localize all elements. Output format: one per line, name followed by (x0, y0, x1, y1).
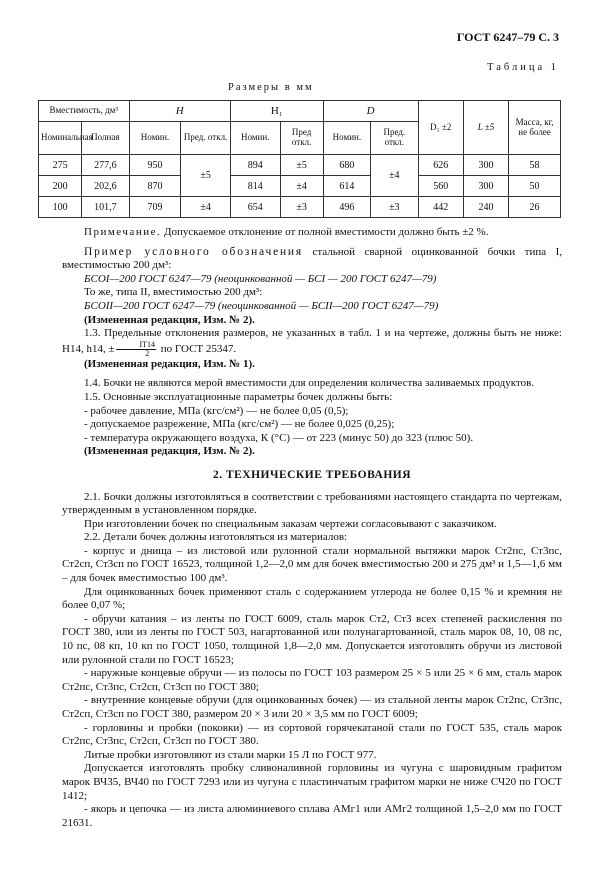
paragraph-2-2: 2.2. Детали бочек должны изготовляться из материалов: (84, 531, 348, 544)
cell-h1: 814 (230, 176, 280, 197)
revision-note: (Измененная редакция, Изм. № 2). (84, 313, 255, 326)
header-full-capacity: Полная (82, 122, 129, 155)
example-2: БСОII—200 ГОСТ 6247—79 (неоцинкованной — БСII—200 ГОСТ 6247—79) (84, 299, 439, 312)
paragraph-2-1: 2.1. Бочки должны изготовляться в соответствии с требованиями настоящего стандарта по чертежам, утвержденным в установленном порядке. (62, 490, 562, 517)
cell-h1-tolerance: ±3 (280, 197, 323, 218)
cell-h1-tolerance: ±5 (280, 155, 323, 176)
list-item: - внутренние концевые обручи (для оцинкованных бочек) — из стальной ленты марок Ст2пс, Ст3пс, Ст2сп, Ст3сп по ГОСТ 380, размером 20 × 3 или 20 × 3,5 мм по ГОСТ 6009; (62, 694, 562, 720)
table-row (39, 197, 561, 218)
cell-mass: 50 (509, 176, 561, 197)
section-title: 2. ТЕХНИЧЕСКИЕ ТРЕБОВАНИЯ (212, 468, 412, 481)
designation-example (62, 246, 562, 273)
header-d-tolerance: Пред. откл. (371, 122, 418, 155)
cell-mass: 26 (509, 197, 561, 218)
list-item: Допускается изготовлять пробку сливоналивной горловины из чугуна с шаровидным графитом марок ВЧ35, ВЧ40 по ГОСТ 7293 или из чугуна с пластинчатым графитом марки не ниже СЧ20 по ГОСТ 1412; (62, 762, 562, 802)
cell-h-tolerance: ±5 (181, 155, 231, 197)
list-item: Для оцинкованных бочек применяют сталь с содержанием углерода не более 0,15 % и кремния не более 0,07 %; (62, 585, 562, 612)
cell-d1: 560 (418, 176, 463, 197)
header-h: H (129, 101, 230, 122)
table-row (39, 176, 561, 197)
note-text: Допускаемое отклонение от полной вместимости должно быть ±2 %. (161, 226, 489, 238)
header-h-tolerance: Пред. откл. (181, 122, 231, 155)
revision-note: (Измененная редакция, Изм. № 2). (84, 445, 255, 458)
cell-d: 680 (323, 155, 370, 176)
cell-h: 709 (129, 197, 181, 218)
same-type-2: То же, типа II, вместимостью 200 дм³: (84, 286, 263, 299)
header-l: L ±5 (463, 101, 508, 155)
cell-h: 870 (129, 176, 181, 197)
cell-h1: 894 (230, 155, 280, 176)
cell-l: 240 (463, 197, 508, 218)
cell-full: 101,7 (82, 197, 129, 218)
table-title: Таблица 1 (487, 62, 559, 73)
cell-h1: 654 (230, 197, 280, 218)
fraction-numerator: IT14 (116, 341, 156, 350)
cell-d1: 442 (418, 197, 463, 218)
cell-mass: 58 (509, 155, 561, 176)
header-d1: D₁ ±2 (418, 101, 463, 155)
paragraph-1-3-end: по ГОСТ 25347. (158, 342, 237, 355)
cell-l: 300 (463, 176, 508, 197)
cell-h1-tolerance: ±4 (280, 176, 323, 197)
header-h1-nominal: Номин. (230, 122, 280, 155)
note-label: Примечание. (84, 226, 162, 238)
cell-full: 202,6 (82, 176, 129, 197)
paragraph-1-3 (62, 327, 562, 358)
list-item: - допускаемое разрежение, МПа (кгс/см²) — не более 0,025 (0,25); (84, 418, 395, 431)
dimensions-table (38, 100, 561, 218)
body-text (62, 226, 562, 830)
header-h-nominal: Номин. (129, 122, 181, 155)
cell-d: 614 (323, 176, 370, 197)
cell-l: 300 (463, 155, 508, 176)
cell-nominal: 275 (39, 155, 82, 176)
header-h1-tolerance: Пред откл. (280, 122, 323, 155)
cell-d-tolerance: ±3 (371, 197, 418, 218)
example-1: БСОI—200 ГОСТ 6247—79 (неоцинкованной — БСI — 200 ГОСТ 6247—79) (84, 272, 437, 285)
fraction-denominator: 2 (145, 348, 150, 358)
cell-h-tolerance: ±4 (181, 197, 231, 218)
paragraph-1-5: 1.5. Основные эксплуатационные параметры бочек должны быть: (84, 390, 393, 403)
fraction (116, 341, 156, 358)
header-h1: H₁ (230, 101, 323, 122)
page-header: ГОСТ 6247–79 С. 3 (456, 30, 559, 44)
cell-h: 950 (129, 155, 181, 176)
example-label: Пример условного обозначения (84, 245, 303, 258)
cell-d-tolerance: ±4 (371, 155, 418, 197)
header-d-nominal: Номин. (323, 122, 370, 155)
header-mass: Масса, кг, не более (509, 101, 561, 155)
cell-d1: 626 (418, 155, 463, 176)
paragraph-1-3-text: 1.3. Предельные отклонения размеров, не указанных в табл. 1 и на чертеже, должны быть не ниже: H14, h14, ± (62, 327, 562, 355)
list-item: - обручи катания – из ленты по ГОСТ 6009, сталь марок Ст2, Ст3 всех степеней раскисления по ГОСТ 380, или из ленты по ГОСТ 503, нагартованной или полунагартованной, сталь марок 08, 10, 08 пс, 10 пс, 08 кп, 10 кп по ГОСТ 1050, толщиной 1,8—2,0 мм. Допускается изготовлять обручи из листовой или рулонной стали по ГОСТ 16523; (62, 612, 562, 666)
header-capacity: Вместимость, дм³ (39, 101, 130, 122)
paragraph-2-1b: При изготовлении бочек по специальным заказам чертежи согласовывают с заказчиком. (84, 517, 497, 530)
list-item: - наружные концевые обручи — из полосы по ГОСТ 103 размером 25 × 5 или 25 × 6 мм, сталь марок Ст2пс, Ст3пс, Ст2сп, Ст3сп по ГОСТ 380; (62, 667, 562, 693)
header-d: D (323, 101, 418, 122)
revision-note: (Измененная редакция, Изм. № 1). (84, 357, 255, 370)
cell-nominal: 200 (39, 176, 82, 197)
table-note (62, 226, 562, 240)
example-rest: стальной сварной оцинкованной бочки типа I, вместимостью 200 дм³: (62, 245, 562, 272)
list-item: - корпус и днища – из листовой или рулонной стали нормальной вытяжки марок Ст2пс, Ст3пс, Ст2сп, Ст3сп по ГОСТ 16523, толщиной 1,2—2,0 мм для бочек вместимостью 200 и 275 дм³ и 1,5—1,6 мм – для бочек вместимостью 100 дм³. (62, 544, 562, 585)
cell-nominal: 100 (39, 197, 82, 218)
list-item: Литые пробки изготовляют из стали марки 15 Л по ГОСТ 977. (84, 748, 377, 761)
header-nominal-capacity: Номинальная (39, 122, 82, 155)
cell-d: 496 (323, 197, 370, 218)
cell-full: 277,6 (82, 155, 129, 176)
table-caption: Размеры в мм (228, 82, 314, 93)
list-item: - рабочее давление, МПа (кгс/см²) — не более 0,05 (0,5); (84, 404, 349, 417)
list-item: - якорь и цепочка — из листа алюминиевого сплава АМг1 или АМг2 толщиной 1,5–2,0 мм по ГОСТ 21631. (62, 803, 562, 829)
paragraph-1-4: 1.4. Бочки не являются мерой вместимости для определения количества заливаемых продуктов. (84, 377, 535, 390)
list-item: - горловины и пробки (поковки) — из сортовой горячекатаной стали по ГОСТ 535, сталь марок Ст2пс, Ст3пс, Ст2сп, Ст3сп по ГОСТ 380. (62, 721, 562, 748)
table-row (39, 155, 561, 176)
list-item: - температура окружающего воздуха, К (°С) — от 223 (минус 50) до 323 (плюс 50). (84, 431, 474, 444)
